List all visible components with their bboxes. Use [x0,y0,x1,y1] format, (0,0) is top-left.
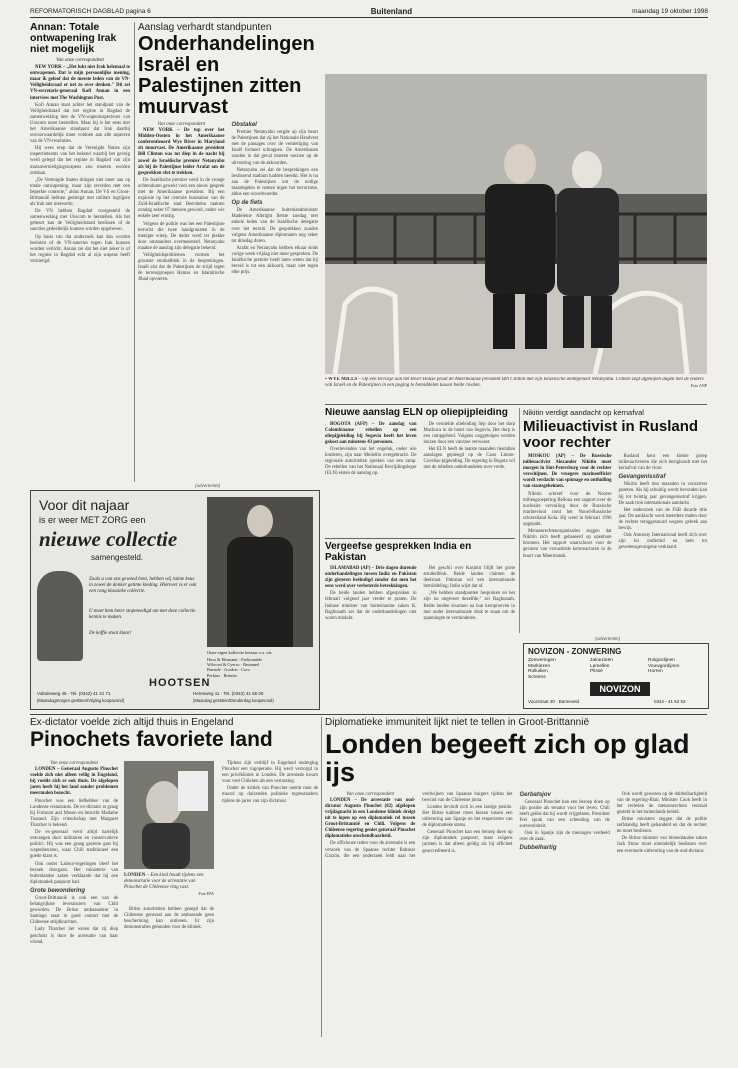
hootsen-ad-label: (advertentie) [195,483,221,488]
londen-para: De officieuze reden voor de arrestatie is een verzoek van de Spaanse rechter Baltasar Garzón, die een onderzoek leidt naar het verdwijnen van Spaanse burgers tijdens het bewind van de Chileense junta. [325,791,513,859]
hootsen-address-right: Herenweg 11 · Tel. (0342) 41 65 00 [193,691,264,696]
pinochet-headline: Pinochets favoriete land [30,728,273,751]
annan-para: Op basis van dat onderzoek kan dan worden besloten of de VN-sancties tegen Irak kunnen worden verlicht. Annan zei dat het niet zeker is of het regime in Bagdad echt al zijn wapens heeft vernietigd. [30,234,130,264]
londen-subheading: Gerbatsjov [519,791,551,798]
article-londen [325,717,707,1037]
column-divider [519,408,520,633]
novizon-address: Voorstraat 40 · Barneveld [528,699,580,704]
aanslag-para: Veiligheidsproblemen vormen het grootste struikelblok in de besprekingen. Israël eist dat de Palestijnen de strijd tegen de terreurgroepen Hamas en Islamitische Jihad opvoeren. [138,252,225,283]
hootsen-hours-right: (Maandag gesloten/Donderdag koopavond) [193,698,274,703]
header-paper-name: REFORMATORISCH DAGBLAD pagina 6 [30,7,151,15]
aanslag-para: Arafat en Netanyahu hebben elkaar sinds vorige week vrijdag niet meer gesproken. De Israëlische premier heeft laten weten dat hij bereid is tot een akkoord, maar niet tegen elke prijs. [231,245,318,276]
novizon-ad [523,643,709,709]
novizon-logo [590,682,650,696]
photo-credit: Foto ANP [690,383,707,388]
pinochet-subheading: Grote bewondering [30,887,86,894]
londen-correspondent: Van onze correspondent [346,791,395,797]
annan-body [30,65,130,265]
header-rule [30,17,708,18]
page-header [30,6,708,16]
hootsen-man-photo [207,497,313,647]
hootsen-woman-photo [37,571,83,661]
londen-body [325,792,707,860]
pinochet-lead: LONDEN – Generaal Augusto Pinochet voelde zich niet alleen veilig in Engeland, hij voelde zich er ook thuis. De afgelopen jaren heeft hij het land zonder problemen meermalen bezocht. [30,767,118,797]
londen-headline: Londen begeeft zich op glad ijs [325,729,690,788]
pinochet-para: Britse autoriteiten hebben gezegd dat de Chileense generaal aan de ambassade geen bescherming kan ontlenen. Er zijn demonstraties gehouden voor de kliniek. [124,907,214,931]
pinochet-para: Ook onder Labour-regeringen bleef het bezoek doorgaan. Het ministerie van buitenlandse zaken verklaarde dat hij een diplomatiek paspoort had. [30,861,118,885]
aanslag-para: Premier Netanyahu vergde op zijn beurt de Palestijnen dat zij het Nationale Handvest met de passages over de vernietiging van Israël formeel schrappen. De Amerikanen zouden in dat geval moeten toezien op de uitvoering van de akkoorden. [231,130,318,166]
hootsen-man-suit [227,537,293,647]
aanslag-body [138,122,318,283]
column-divider [321,717,322,1037]
nikitin-body [523,454,707,560]
londen-kicker: Diplomatieke immuniteit lijkt niet te tellen in Groot-Brittannië [325,717,589,728]
india-para: De beide landen hebben afgesproken in februari volgend jaar verder te praten. De Indiase minister van buitenlandse zaken K. Raghunath zei dat de onderhandelingen niet waren mislukt. [325,591,417,621]
pinochet-caption-text: – Een kind houdt tijdens een demonstratie voor de arrestatie van Pinochet de Chileense vlag vast. [124,873,204,890]
novizon-col1: Zonweringen Markiezen Rolluiken Screens [528,658,556,680]
aanslag-subheading: Op de fiets [231,200,263,207]
pinochet-para: Lady Thatcher liet weten dat zij diep geschokt is door de arrestatie van haar vriend. [30,927,118,945]
aanslag-para: Netanyahu zei dat de besprekingen een beslissend stadium hadden bereikt. Het is nu aan de Palestijnen om de nodige maatregelen te nemen tegen het terrorisme, aldus een woordvoerder. [231,167,318,198]
aanslag-correspondent: Van onze correspondent [157,122,206,127]
londen-para: De Britse minister van binnenlandse zaken Jack Straw moet uiteindelijk beslissen over een eventuele uitlevering van de oud-dictator. [616,836,707,854]
hootsen-man-head [247,505,273,537]
novizon-col2: Jaloezieën Lamellen Plissé [590,658,613,674]
header-section: Buitenland [370,6,413,16]
londen-para: Generaal Pinochet kan een beroep doen op zijn diplomatiek paspoort, maar volgens juristen is dat alleen geldig als hij officieel geaccrediteerd is. [422,830,513,854]
londen-lead: LONDEN – De arrestatie van oud-dictator Augusto Pinochet (82) afgelopen vrijdagnacht in een Londense kliniek dreigt uit te lopen op een diplomatiek rel tussen Groot-Brittannië en Chili. Volgens de Chileense regering geniet generaal Pinochet diplomatieke onschendbaarheid. [325,797,416,840]
nikitin-lead: MOSKOU (AP) – De Russische milieuactivist Alexander Nikitin moet morgen in Sint-Petersburg voor de rechter verschijnen. De vroegere marineofficier wordt verdacht van spionage en onthulling van staatsgeheimen. [523,454,612,490]
eln-para: De vernielde olieleiding liep door het dorp Machuca in de buurt van Segovia. Het dorp is een rampgebied. Volgens ooggetuigen werden huizen door een vuurzee verwoest. [423,421,515,445]
aanslag-para: De Amerikaanse buitenlandminister Madeleine Albright fietste zondag met enkele leden van de Israëlische delegatie over het terrein. De gesprekken zouden volgens Amerikaanse diplomaten nog zeker tot dinsdag duren. [231,208,318,244]
wye-mills-photo [325,74,707,374]
aanslag-para: Volgens de politie was het een Palestijnse terrorist die twee handgranaten in de menigte wierp. De dader werd ter plekke door omstanders overmeesterd. Netanyahu maakte de aanslag zijn delegatie bekend. [138,221,225,251]
pinochet-para: Tijdens zijn verblijf in Engeland onderging Pinochet een rugoperatie. Hij werd verzorgd in een privékliniek in Londen. De arrestatie kwam voor veel Chilenen als een verrassing. [222,761,318,785]
article-eln [325,408,515,534]
pinochet-caption-label: LONDEN [124,873,146,878]
hootsen-text2: U moet hem beter stopmeedigd om met deze collectie kennis te maken. [89,609,196,621]
aanslag-headline: Onderhandelingen Israël en Palestijnen zitten muurvast [138,33,315,118]
nikitin-kicker: Nikitin verdigt aandacht op kernafval [523,408,644,417]
pinochet-col1 [30,761,118,947]
annan-lead: NEW YORK – „Het lukt niet Irak helemaal te ontwapenen. Dat is mijn persoonlijke mening, maar ik geloof dat de meeste leden van de VN-Veiligheidsraad er net zo over denken." Dit zei VN-secretaris-generaal Kofi Annan in een interview met The Washington Post. [30,65,130,101]
pinochet-photo [124,761,214,869]
nikitin-para: Mensenrechtenorganisaties zeggen dat Nikitin zich heeft gebaseerd op openbare bronnen. Het rapport waarschuwt voor de gevaren van verouderde kernreactoren in de buurt van Moermansk. [523,529,612,559]
pinochet-caption [124,873,214,897]
hootsen-line2: is er weer MET ZORG een [39,515,146,525]
article-pinochet [30,717,318,1037]
section-divider [325,538,515,539]
hootsen-logo: HOOTSEN [149,677,211,689]
pinochet-col3 [124,907,214,932]
annan-para: De VN hebben Bagdad voorgesteld de samenwerking met Unscom te herstellen. Als het gebeurt kan de Veiligheidsraad beslissen of de sancties gedeeltelijk kunnen worden opgeheven. [30,209,130,233]
annan-para: Hij wees erop dat de Verenigde Naties zijn inspectieteams van het bekend waarbij het gevolg werd gelegd dat het regime in Bagdad van zijn massavernietigingswapens zou moeten worden ontdaan. [30,146,130,176]
section-divider [325,404,707,405]
article-annan [30,22,130,482]
hootsen-address-left: Voltaireweg 46 · Tel. (0342) 41 21 71 [37,691,111,696]
nikitin-headline: Milieuactivist in Rusland voor rechter [523,418,699,451]
eln-body [325,422,515,478]
novizon-phone: 0342 - 41 52 52 [654,699,686,704]
nikitin-para: Het onderzoek van de FSB duurde drie jaar. De aanklacht werd meerdere malen door de rechter teruggestuurd wegens gebrek aan bewijs. [618,507,707,532]
pinochet-correspondent: Van onze correspondent [50,761,98,766]
londen-para: Londen bevindt zich in een lastige positie. Het Britse kabinet moet kiezen tussen een uitlevering aan Spanje en het respecteren van de diplomatieke status. [422,804,513,829]
novizon-logo-text: NOVIZON [599,684,641,694]
caption-label: WYE MILLS [327,377,358,382]
hootsen-text1: Zoals u van ons gewend bent, hebben wij ruime keus in zowel de donker getinte kleding. Hierover is er ook een rang klassieke collectie. [89,577,197,595]
column-divider [134,22,135,482]
hootsen-model-text: Onze eigen kollectie bestaat o.a. uit: [207,650,273,655]
caption-text: – Op een terrasje aan het River House praat de Amerikaanse president Bill Clinton met zijn Israëlische ambtgenoot Netanyahu. Clinton zegt afgelopen dagen met de leiders van Israël en de Palestijnen in een poging te bemiddelen tussen beide rivalen. [325,377,704,388]
pinochet-para: De ex-generaal werd altijd hartelijk ontvangen door militairen en conservatieve politici. Hij was een graag geziene gast bij wapenbeurzen, waar Chili traditioneel een goede klant is. [30,830,118,860]
aanslag-subheading: Obstakel [231,122,257,128]
londen-subheading: Dubbelhartig [519,845,557,852]
eln-headline: Nieuwe aanslag ELN op oliepijpleiding [325,408,508,418]
annan-para: Kofi Annan staat achter het standpunt van de Veiligheidsraad dat het regime in Bagdad de samenwerking met de VN-wapeninspecteurs van Unscom moet herstellen. Maar hij is het eens met het Amerikaanse standpunt dat Irak daarbij onvoorwaardelijk moet voldoen aan alle aspecten van de VN-resoluties. [30,102,130,145]
article-aanslag [138,22,318,480]
hootsen-text3: De koffie staat klaar! [89,631,132,636]
annan-headline: Annan: Totale ontwapening Irak niet mogelijk [30,22,117,56]
hootsen-ad [30,490,320,710]
eln-para: Overlevenden van het ongeluk, onder wie kinderen, zijn naar Medellín overgebracht. De regionale autoriteiten spreken van een ramp. De rebellen van het Nationaal Bevrijdingsleger (ELN) eisten de aanslag op. [325,446,417,477]
hootsen-line1-text: Voor dit najaar [39,497,130,513]
india-para: „We hebben standpunten besproken en het zijn nu ongeveer dezelfde," zei Raghunath. Beide landen kwamen na hun kernproeven in mei onder internationale druk te staan om de spanningen te verminderen. [423,591,515,621]
article-india [325,542,515,712]
novizon-ad-label: (advertentie) [595,636,621,641]
header-date: maandag 19 oktober 1998 [632,7,708,15]
section-divider [30,714,707,715]
novizon-col3: Rolgordijnen Vouwgordijnen Horren [648,658,680,674]
nikitin-para: Nikitin heeft tien maanden in voorarrest gezeten. Als hij schuldig wordt bevonden kan hij tot twintig jaar gevangenisstraf krijgen. De zaak trok internationale aandacht. [618,482,707,506]
pinochet-col4 [222,761,318,806]
hootsen-hours-left: (Maandagmorgen gesloten/Vrijdag koopavond) [37,698,125,703]
londen-para: Generaal Pinochet kan een beroep doen op zijn positie als senator voor het leven. Chili heeft geëist dat hij wordt vrijgelaten. President Frei sprak van een schending van de soevereiniteit. [519,799,610,830]
londen-para: Ook in Spanje zijn de meningen verdeeld over de zaak. [519,831,610,843]
londen-para: Ook wordt gewezen op de dubbelhartigheid van de regering-Blair. Minister Cook heeft in het verleden de mensenrechten centraal gesteld in het buitenlands beleid. [616,791,707,815]
nikitin-subheading: Gevangenisstraf [618,474,666,481]
eln-para: Het ELN heeft de laatste maanden tientallen aanslagen gepleegd op de Cano Limon-Coveñas-pijpleiding. De regering in Bogota wil met de rebellen onderhandelen over vrede. [423,446,515,471]
nikitin-para: Rusland kent een kleine groep milieuactivisten die zich bezighoudt met het kernafval van de vloot. [618,454,707,472]
india-para: Het geschil over Kasjmir blijft het grote struikelblok. Beide landen claimen de deelstaat. Pakistan wil een internationale bemiddeling; India wijst dat af. [423,566,515,590]
aanslag-para: De Israëlische premier werd in de vroege ochtenduren gewekt voor een nieuw gesprek met de Amerikaanse president. Bij een explosie op het centrale busstation van de Zuid-Israëlische stad Beersheba raakten zondag zeker 67 mensen gewond, onder wie enkele zeer ernstig. [138,177,225,220]
wye-mills-caption: ▪ WYE MILLS – Op een terrasje aan het River House praat de Amerikaanse president Bill Clinton met zijn Israëlische ambtgenoot Netanyahu. Clinton zegt afgelopen dagen met de leiders van Israël en de Palestijnen in een poging te bemiddelen tussen beide rivalen. Foto ANP [325,377,707,388]
novizon-title: NOVIZON - ZONWERING [528,647,622,656]
india-headline: Vergeefse gesprekken India en Pakistan [325,542,472,563]
hootsen-line1 [39,497,129,513]
pinochet-para: Pinochet was een liefhebber van de Londense restaurants. De ex-dictator at graag bij Fortnum and Mason en bezocht Madame Tussaud. Zijn vriendschap met Margaret Thatcher is bekend. [30,798,118,828]
pinochet-para: Groot-Brittannië is ook een van de belangrijkste leveranciers van Chili geworden. De Britse ambassadeur in Santiago staat in goed contact met de Chileense strijdkrachten. [30,895,118,926]
londen-para: Britse ministers zeggen dat de politie zelfstandig heeft gehandeld en dat de rechter nu moet beslissen. [616,817,707,835]
hootsen-line4: samengesteld. [91,553,144,562]
india-lead: ISLAMABAD (AP) – Drie dagen durende onderhandelingen tussen India en Pakistan zijn gisteren beëindigd zonder dat men het eens werd over verbeterde betrekkingen. [325,566,417,590]
nikitin-para: Ook Amnesty International heeft zich over zijn lot ontfermd en hem tot gewetensgevangene verklaard. [618,533,707,551]
pinochet-para: Onder de kritiek van Pinochet noemt men de moord op duizenden politieke tegenstanders tijdens de jaren van zijn dictatuur. [222,786,318,804]
india-body [325,566,515,623]
hootsen-line3: nieuwe collectie [39,527,178,551]
annan-correspondent: Van onze correspondent [56,58,104,64]
annan-para: „De Verenigde Staten dringen niet meer aan op totale ontwapening, maar zijn tevreden met een beperkte controle," aldus Annan. De VS en Groot-Brittannië hebben gedreigd met militair ingrijpen als Irak niet meewerkt. [30,177,130,208]
pinochet-photo-illustration [124,761,214,869]
nikitin-para: Nikitin schreef voor de Noorse milieugroepering Bellona een rapport over de nucleaire vervuiling door de Russische marinevloot rond het Noord-Russische schiereiland Kola. Hij werd in februari 1996 opgepakt. [523,491,612,528]
photo-illustration [325,74,707,374]
pinochet-kicker: Ex-dictator voelde zich altijd thuis in Engeland [30,717,234,728]
pinochet-photo-credit: Foto EPA [198,891,214,896]
aanslag-lead: NEW YORK – De top over het Midden-Oosten in het Amerikaanse conferentieoord Wye River in Maryland zit muurvast. De Amerikaanse president Bill Clinton was tot diep in de nacht bij zowel de Israëlische premier Netanyahu als bij de Palestijnse leider Arafat om de gesprekken vlot te trekken. [138,128,225,176]
hootsen-brand-list: Hoso & Hermann · Fashionable Wilvorst & Cyerso · Brummel Burnole · Gordon · Coro Perkins · Roberts [207,657,262,678]
aanslag-kicker: Aanslag verhardt standpunten [138,22,272,33]
article-nikitin [523,408,707,633]
eln-lead: BOGOTA (AFP) – De aanslag van Colombiaanse rebellen op een oliepijpleiding bij Segovia heeft het leven gekost aan minstens 43 personen. [325,421,417,445]
